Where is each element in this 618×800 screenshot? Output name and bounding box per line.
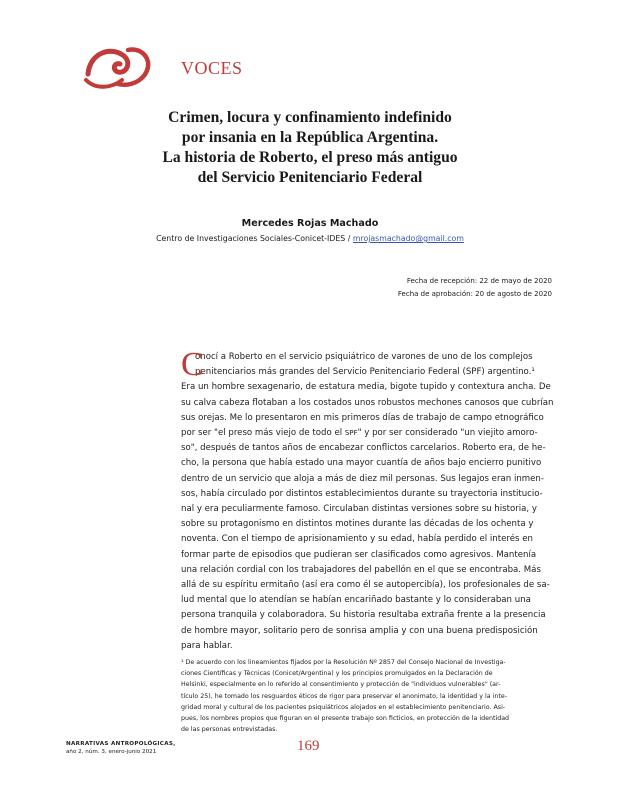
journal-name: NARRATIVAS ANTROPOLÓGICAS, [66,741,176,747]
footnote-line: pues, los nombres propios que figuran en el presente trabajo son ficticios, en protección de la identidad [181,715,510,723]
body-line: allá de su espíritu ermitaño (así era como él se autopercibía), los profesionales de sa- [181,580,550,591]
body-line: sus orejas. Me lo presentaron en mis primeros días de trabajo de campo etnográfico [181,412,544,423]
footnote-line: gridad moral y cultural de los pacientes psiquiátricos alojados en el establecimiento penitenciario. Asi- [181,703,506,711]
title-line: La historia de Roberto, el preso más antiguo [162,149,458,166]
author-email-link[interactable]: mrojasmachado@gmail.com [352,234,464,243]
body-line: una relación cordial con los trabajadores del pabellón en el que se encontraba. Más [181,564,541,575]
body-line: por ser "el preso más viejo de todo el SPF" y por ser considerado "un viejito amoro- [181,428,538,439]
author-name: Mercedes Rojas Machado [241,218,379,229]
footnote-line: tículo 25), he tomado los resguardos éticos de rigor para preservar el anonimato, la identidad y la inte- [181,692,507,700]
body-line: Era un hombre sexagenario, de estatura media, bigote tupido y contextura ancha. De [181,382,551,393]
affiliation-text: Centro de Investigaciones Sociales-Conicet-IDES [156,234,346,243]
journal-issue: año 2, núm. 3, enero-junio 2021 [66,749,157,755]
footnote [181,657,557,735]
body-line: su calva cabeza flotaban a los costados unos robustos mechones canosos que cubrían [181,397,554,408]
body-line: noventa. Con el tiempo de aprisionamiento y su edad, había perdido el interés en [181,534,533,545]
body-line: onocí a Roberto en el servicio psiquiátrico de varones de uno de los complejos [195,352,533,362]
received-date: Fecha de recepción: 22 de mayo de 2020 [406,277,552,285]
author-affiliation [100,234,520,243]
title-line: del Servicio Penitenciario Federal [197,169,423,186]
body-line: persona tranquila y colaboradora. Su historia resultaba extraña frente a la presencia [181,610,546,621]
body-line: nal y era peculiarmente famoso. Circulaban distintas versiones sobre su historia, y [181,504,537,515]
body-line: so", después de tantos años de encabezar conflictos carcelarios. Roberto era, de he- [181,443,546,454]
body-line: penitenciarios más grandes del Servicio Penitenciario Federal (SPF) argentino.¹ [195,367,535,378]
title-line: por insania en la República Argentina. [181,129,439,146]
body-line: sos, había circulado por distintos establecimientos durante su trayectoria institucio- [181,488,543,499]
body-line: para hablar. [181,640,233,651]
affiliation-separator: / [345,234,353,243]
footnote-line: ciones Científicas y Técnicas (Conicet/Argentina) y los principios promulgados en la Declaración de [181,670,493,678]
body-line: sobre su protagonismo en distintos motines durante las décadas de los ochenta y [181,519,534,530]
title-line: Crimen, locura y confinamiento indefinido [168,109,452,126]
footnote-line: Helsinki, especialmente en lo referido al consentimiento y protección de "individuos vulnerables" (ar- [181,681,501,689]
footnote-line: de las personas entrevistadas. [181,726,278,734]
section-label: VOCES [181,58,243,78]
body-line: dentro de un servicio que aloja a más de diez mil personas. Sus legajos eran inmen- [181,473,544,484]
journal-citation [66,740,176,756]
article-dates [398,275,552,301]
spiral-swirl-logo-icon [82,40,154,92]
body-line: cho, la persona que había estado una mayor cuantía de años bajo encierro punitivo [181,458,542,469]
drop-cap: C [181,346,204,383]
page-number: 169 [297,738,320,754]
body-line: formar parte de episodios que pudieran ser clasificados como agresivos. Mantenía [181,549,537,560]
article-title [150,108,470,188]
body-line: de hombre mayor, solitario pero de sonrisa amplia y con una buena predisposición [181,625,538,636]
footnote-line: ¹ De acuerdo con los lineamientos fijados por la Resolución Nº 2857 del Consejo Nacional de Investiga- [181,659,506,666]
article-body [181,346,557,654]
approved-date: Fecha de aprobación: 20 de agosto de 2020 [397,290,552,298]
body-line: lud mental que lo atendían se habían encariñado bastante y lo consideraban una [181,595,531,606]
